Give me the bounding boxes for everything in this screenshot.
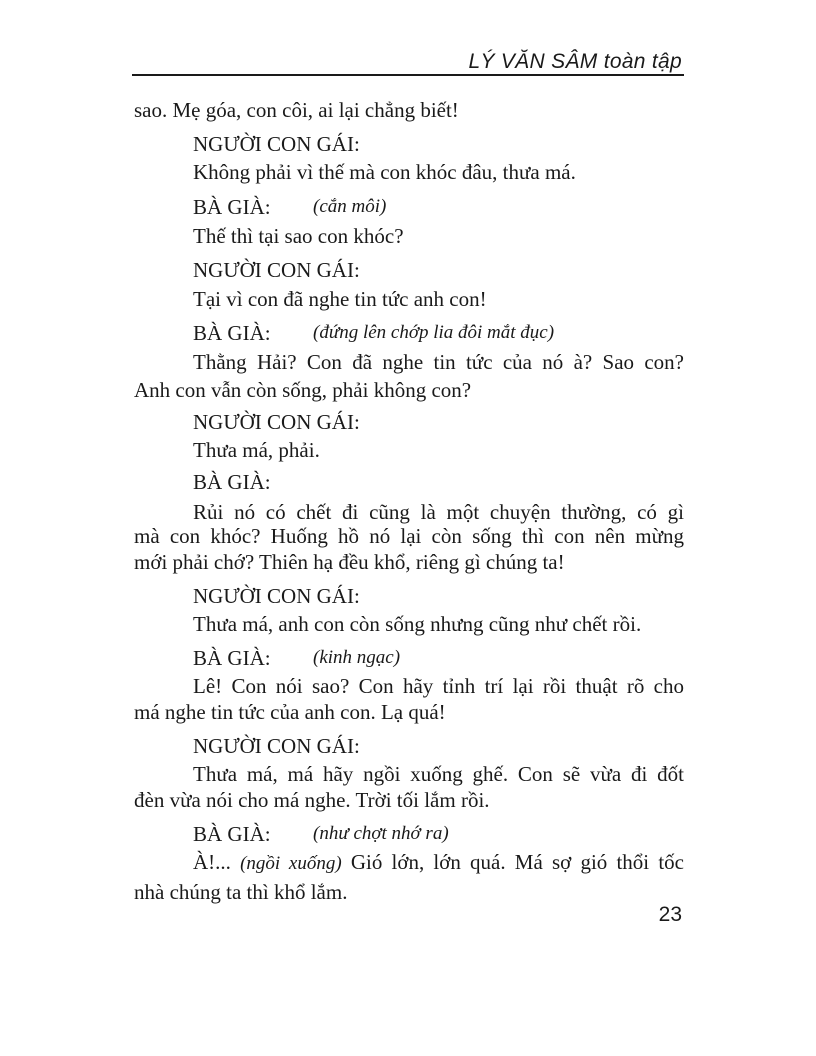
dialogue-text: Gió lớn, lớn quá. Má sợ gió thổi tốc xyxy=(350,850,684,874)
dialogue-line: Thằng Hải? Con đã nghe tin tức của nó à? Sao con? xyxy=(193,350,684,374)
dialogue-line: đèn vừa nói cho má nghe. Trời tối lắm rồi. xyxy=(134,788,490,812)
dialogue-line: Không phải vì thế mà con khóc đâu, thưa má. xyxy=(193,160,576,184)
speaker-label: BÀ GIÀ: xyxy=(193,822,271,846)
running-header xyxy=(132,46,684,76)
speaker-label: NGƯỜI CON GÁI: xyxy=(193,410,360,434)
dialogue-line: nhà chúng ta thì khổ lắm. xyxy=(134,880,348,904)
dialogue-line: mới phải chớ? Thiên hạ đều khổ, riêng gì chúng ta! xyxy=(134,550,565,574)
speaker-label: NGƯỜI CON GÁI: xyxy=(193,258,360,282)
dialogue-line: Thưa má, phải. xyxy=(193,438,320,462)
dialogue-line: Thưa má, má hãy ngồi xuống ghế. Con sẽ vừa đi đốt xyxy=(193,762,684,786)
speaker-label: NGƯỜI CON GÁI: xyxy=(193,584,360,608)
speaker-label: BÀ GIÀ: xyxy=(193,470,271,494)
dialogue-line: mà con khóc? Huống hồ nó lại còn sống thì con nên mừng xyxy=(134,524,684,548)
dialogue-line: Tại vì con đã nghe tin tức anh con! xyxy=(193,287,487,311)
speaker-label: NGƯỜI CON GÁI: xyxy=(193,734,360,758)
dialogue-line xyxy=(193,850,684,876)
dialogue-line: Anh con vẫn còn sống, phải không con? xyxy=(134,378,472,402)
text-line: sao. Mẹ góa, con côi, ai lại chẳng biết! xyxy=(134,98,459,122)
stage-direction: (đứng lên chớp lia đôi mắt đục) xyxy=(313,322,555,343)
dialogue-text: À!... xyxy=(193,850,231,874)
speaker-label: NGƯỜI CON GÁI: xyxy=(193,132,360,156)
header-rule xyxy=(132,74,684,76)
dialogue-line: Thế thì tại sao con khóc? xyxy=(193,224,404,248)
stage-direction: (cắn môi) xyxy=(313,196,387,217)
speaker-label: BÀ GIÀ: xyxy=(193,321,271,345)
book-title: LÝ VĂN SÂM toàn tập xyxy=(468,50,682,73)
stage-direction: (ngồi xuống) xyxy=(240,853,342,874)
stage-direction: (kinh ngạc) xyxy=(313,647,401,668)
stage-direction: (như chợt nhớ ra) xyxy=(313,823,449,844)
dialogue-line: má nghe tin tức của anh con. Lạ quá! xyxy=(134,700,446,724)
page-number: 23 xyxy=(658,903,682,926)
dialogue-line: Lê! Con nói sao? Con hãy tỉnh trí lại rồi thuật rõ cho xyxy=(193,674,684,698)
speaker-label: BÀ GIÀ: xyxy=(193,646,271,670)
speaker-label: BÀ GIÀ: xyxy=(193,195,271,219)
dialogue-line: Thưa má, anh con còn sống nhưng cũng như chết rồi. xyxy=(193,612,642,636)
dialogue-line: Rủi nó có chết đi cũng là một chuyện thường, có gì xyxy=(193,500,684,524)
